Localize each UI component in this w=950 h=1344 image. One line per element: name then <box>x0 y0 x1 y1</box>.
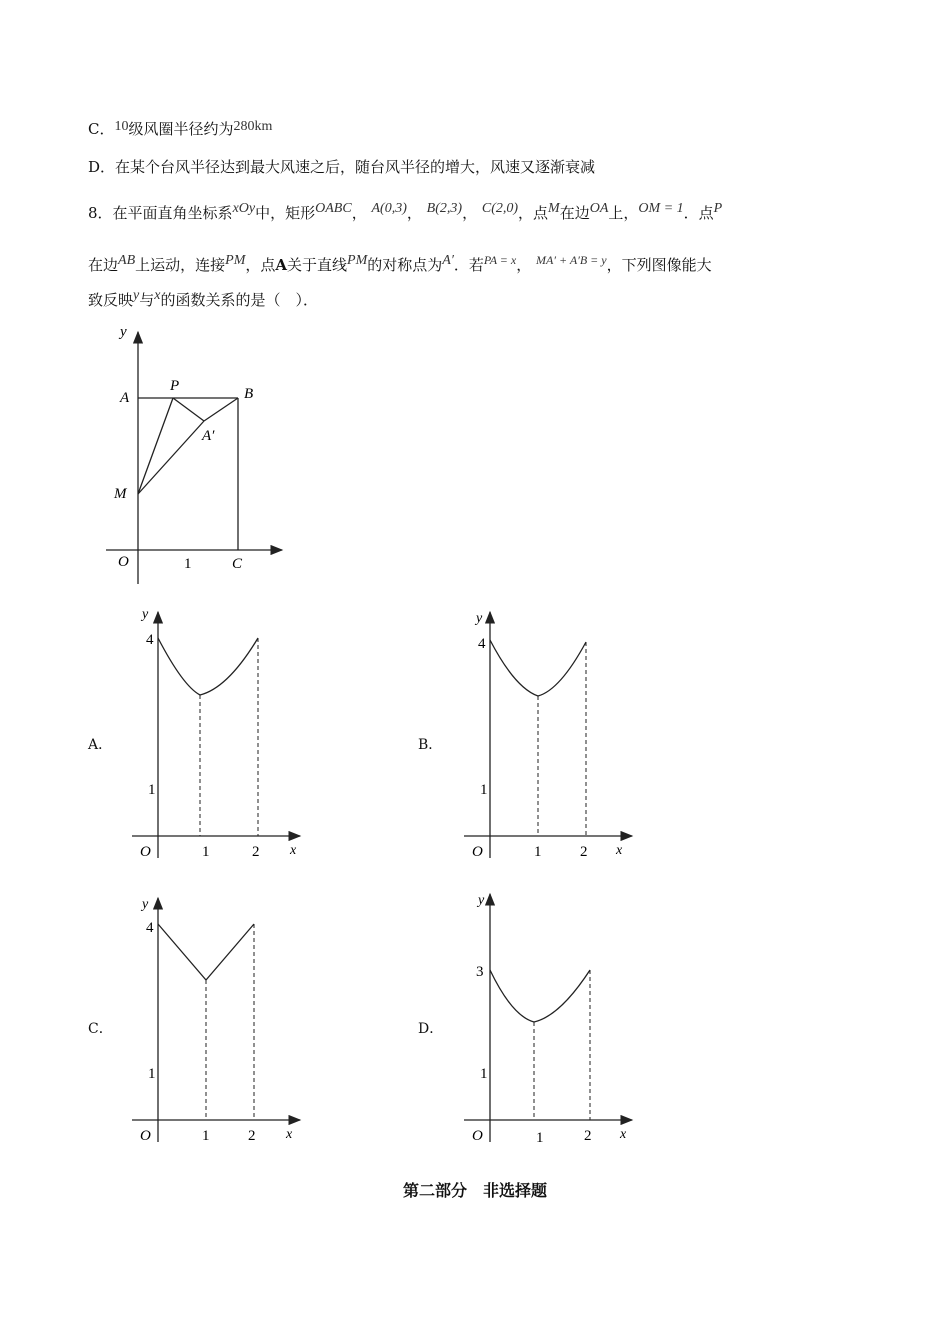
option-d-x-label: x <box>620 1127 627 1142</box>
option-b-label[interactable]: B． <box>418 737 443 753</box>
segment-pm <box>138 398 173 494</box>
option-c-lines <box>158 924 254 980</box>
option-a-origin: O <box>140 844 151 860</box>
option-b-x2: 2 <box>580 844 588 860</box>
segment-a-prime-b <box>204 398 238 421</box>
section-heading: 第二部分 非选择题 <box>402 1181 547 1200</box>
option-a-tick-4: 4 <box>146 632 154 648</box>
fig-label-p: P <box>170 378 180 394</box>
option-d-label[interactable]: D． <box>418 1021 444 1037</box>
fig-label-o: O <box>118 554 129 570</box>
option-b-curve <box>490 640 586 696</box>
option-a-graph[interactable] <box>128 604 308 866</box>
option-a-y-label: y <box>142 607 149 622</box>
option-c-tick-1: 1 <box>148 1066 156 1082</box>
question-8-line-1: 8．在平面直角坐标系xOy中，矩形OABC， A(0,3)， B(2,3)， C(2,0)，点M在边OA上，OM = 1．点P <box>88 201 723 222</box>
option-d-origin: O <box>472 1128 483 1144</box>
option-c-label[interactable]: C． <box>88 1021 113 1037</box>
option-c-x1: 1 <box>202 1128 210 1144</box>
prev-option-c: C．10级风圈半径约为280km <box>88 119 273 138</box>
fig-label-1: 1 <box>184 556 192 572</box>
option-d-y-label: y <box>478 893 485 908</box>
option-a-x-label: x <box>290 843 297 858</box>
option-a-curve <box>158 638 258 695</box>
option-a-x1: 1 <box>202 844 210 860</box>
prev-option-d: D．在某个台风半径达到最大风速之后，随台风半径的增大，风速又逐渐衰减 <box>88 158 596 176</box>
option-c-x-label: x <box>286 1127 293 1142</box>
fig-label-b: B <box>244 386 254 402</box>
option-a-tick-1: 1 <box>148 782 156 798</box>
segment-ma-prime <box>138 421 204 494</box>
fig-label-a: A <box>120 390 130 406</box>
fig-label-c: C <box>232 556 243 572</box>
option-d-x1: 1 <box>536 1130 544 1146</box>
fig-label-y: y <box>120 324 127 340</box>
option-b-graph[interactable] <box>460 606 640 868</box>
option-d-tick-3: 3 <box>476 964 484 980</box>
rectangle-figure <box>100 318 300 588</box>
option-b-tick-4: 4 <box>478 636 486 652</box>
question-8-line-2: 在边AB上运动，连接PM，点A关于直线PM的对称点为A′．若$^{PA = x}$， $^{MA' + A'B = y}$，下列图像能大 <box>88 253 712 274</box>
option-b-x1: 1 <box>534 844 542 860</box>
fig-label-m: M <box>114 486 127 502</box>
segment-pa-prime <box>173 398 204 421</box>
option-c-tick-4: 4 <box>146 920 154 936</box>
option-d-x2: 2 <box>584 1128 592 1144</box>
option-c-origin: O <box>140 1128 151 1144</box>
option-b-x-label: x <box>616 843 623 858</box>
option-a-label[interactable]: A． <box>88 737 113 753</box>
option-c-y-label: y <box>142 897 149 912</box>
option-d-tick-1: 1 <box>480 1066 488 1082</box>
option-a-x2: 2 <box>252 844 260 860</box>
option-d-curve <box>490 970 590 1022</box>
question-8-line-3: 致反映y与x的函数关系的是（ ）． <box>88 288 318 309</box>
option-d-graph[interactable] <box>460 888 640 1150</box>
option-b-tick-1: 1 <box>480 782 488 798</box>
option-c-graph[interactable] <box>128 892 308 1154</box>
option-c-x2: 2 <box>248 1128 256 1144</box>
fig-label-a-prime: A′ <box>202 428 215 444</box>
option-b-y-label: y <box>476 611 483 626</box>
option-b-origin: O <box>472 844 483 860</box>
